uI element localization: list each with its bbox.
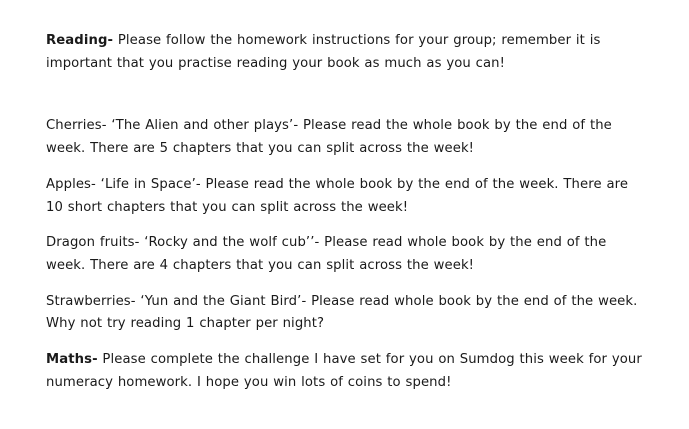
paragraph-cherries-text: Cherries- ‘The Alien and other plays’- Please read the whole book by the end of the week. There are 5 chapters that you can split across the week!	[46, 118, 612, 157]
paragraph-strawberries-text: Strawberries- ‘Yun and the Giant Bird’- Please read whole book by the end of the week. Why not try reading 1 chapter per night?	[46, 293, 638, 332]
paragraph-spacer-4	[46, 336, 643, 349]
paragraph-dragon-fruits	[46, 232, 643, 277]
paragraph-dragon-fruits-text: Dragon fruits- ‘Rocky and the wolf cub’’- Please read whole book by the end of the week. There are 4 chapters that you can split across the week!	[46, 235, 607, 273]
paragraph-apples	[46, 174, 643, 219]
section-spacer	[46, 75, 643, 115]
paragraph-cherries	[46, 115, 643, 160]
paragraph-strawberries	[46, 291, 643, 336]
paragraph-reading	[46, 30, 643, 75]
paragraph-maths-text: Please complete the challenge I have set for you on Sumdog this week for your numeracy homework. I hope you win lots of coins to spend!	[46, 352, 642, 390]
paragraph-apples-text: Apples- ‘Life in Space’- Please read the whole book by the end of the week. There are 10 short chapters that you can split across the week!	[46, 176, 629, 215]
paragraph-reading-lead: Reading-	[46, 33, 114, 48]
paragraph-spacer-2	[46, 219, 643, 232]
paragraph-spacer-1	[46, 161, 643, 174]
paragraph-maths	[46, 349, 643, 394]
paragraph-reading-text: Please follow the homework instructions for your group; remember it is important that you practise reading your book as much as you can!	[46, 33, 601, 71]
paragraph-maths-lead: Maths-	[46, 352, 98, 368]
paragraph-spacer-3	[46, 278, 643, 291]
